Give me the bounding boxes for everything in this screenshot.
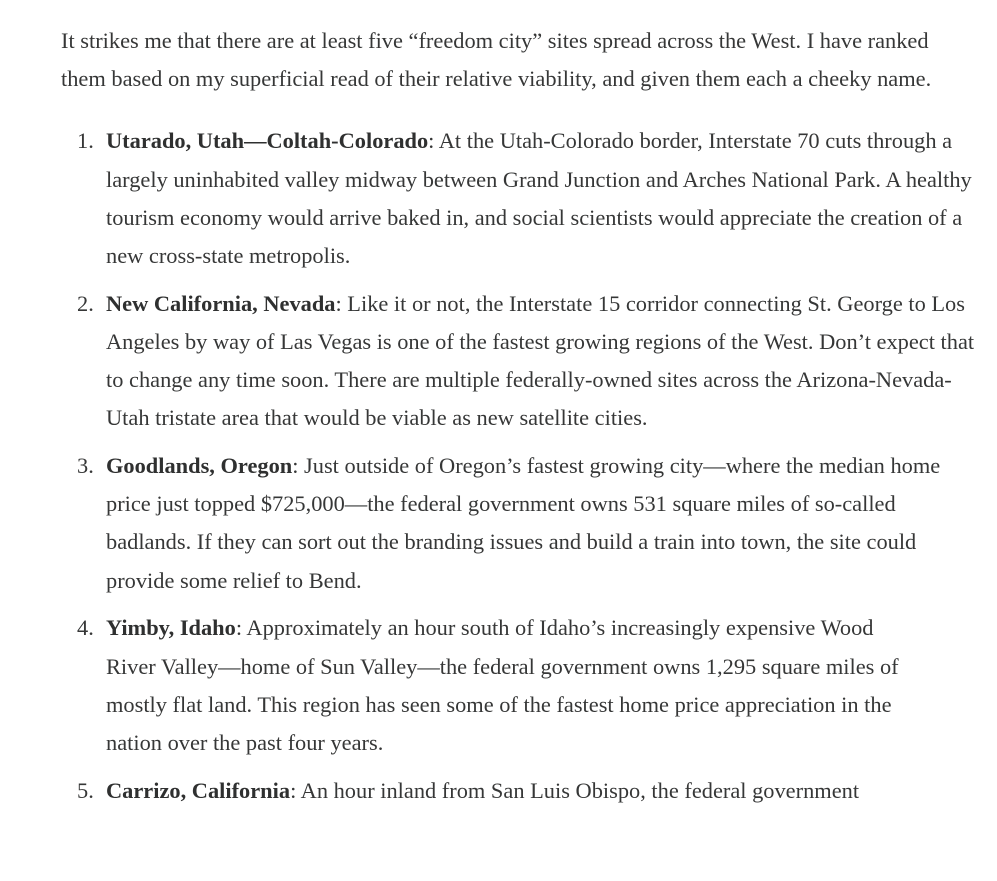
site-name: New California, Nevada [106,290,336,316]
site-description: : Approximately an hour south of Idaho’s increasingly expensive Wood River Valley—home of Sun Valley—the federal government owns 1,295 square miles of mostly flat land. This region has seen some of the fastest home price appreciation in the nation over the past four years. [106,615,899,755]
site-description: : Like it or not, the Interstate 15 corridor connecting St. George to Los Angeles by way of Las Vegas is one of the fastest growing regions of the West. Don’t expect that to change any time soon. There are multiple federally-owned sites across the Arizona-Nevada-Utah tristate area that would be viable as new satellite cities. [106,290,975,431]
list-marker: 4. [77,615,94,641]
site-name: Utarado, Utah—Coltah-Colorado [106,128,429,154]
list-marker: 1. [77,128,94,154]
site-ranking-list [61,122,981,809]
list-marker: 3. [77,453,94,479]
site-description: : Just outside of Oregon’s fastest growing city—where the median home price just topped $725,000—the federal government owns 531 square miles of so-called badlands. If they can sort out the branding issues and build a train into town, the site could provide some relief to Bend. [106,453,941,593]
article-body [61,22,981,819]
site-name: Yimby, Idaho [106,615,236,641]
intro-paragraph: It strikes me that there are at least five “freedom city” sites spread across the West. I have ranked them based on my superficial read of their relative viability, and given them each a cheeky name. [61,28,932,92]
list-item [61,122,981,275]
list-item [61,772,986,810]
site-description: : An hour inland from San Luis Obispo, the federal government [290,777,860,803]
list-marker: 5. [77,777,94,803]
list-item [61,609,926,762]
site-description: : At the Utah-Colorado border, Interstate 70 cuts through a largely uninhabited valley midway between Grand Junction and Arches National Park. A healthy tourism economy would arrive baked in, and social scientists would appreciate the creation of a new cross-state metropolis. [106,128,972,269]
list-item [61,447,946,600]
list-marker: 2. [77,290,94,316]
list-item [61,285,981,438]
site-name: Carrizo, California [106,777,291,803]
site-name: Goodlands, Oregon [106,453,293,479]
